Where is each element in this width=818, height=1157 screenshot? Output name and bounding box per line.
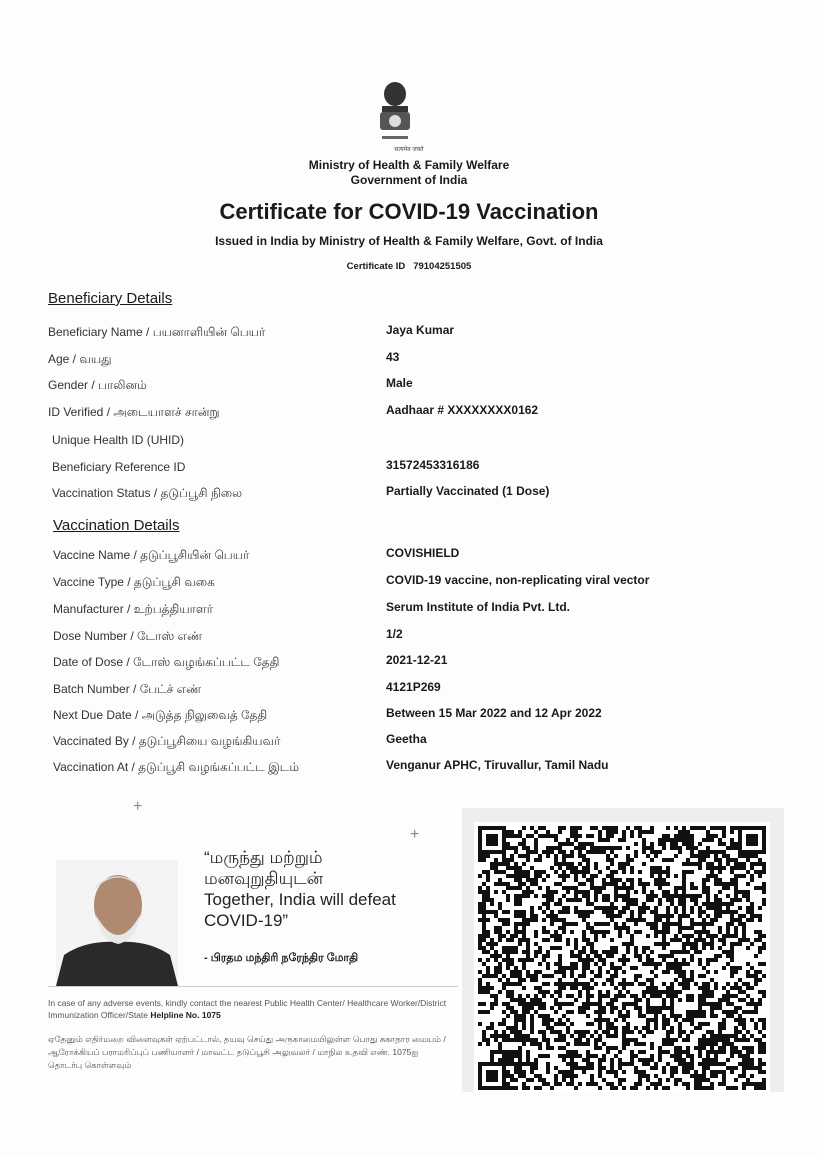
field-label: Vaccination At / தடுப்பூசி வழங்கப்பட்ட இடம் <box>53 760 299 774</box>
adverse-events-english <box>48 997 448 1021</box>
divider <box>48 986 458 987</box>
prime-minister-photo <box>56 860 178 986</box>
field-label: Date of Dose / டோஸ் வழங்கப்பட்ட தேதி <box>53 655 280 669</box>
plus-mark-icon: + <box>410 826 420 843</box>
quote-english-line: COVID-19” <box>204 911 289 930</box>
field-value: 31572453316186 <box>386 458 480 472</box>
field-label: Batch Number / பேட்ச் எண் <box>53 682 202 696</box>
emblem-motto: सत्यमेव जयते <box>394 147 424 153</box>
field-label: Dose Number / டோஸ் எண் <box>53 629 203 643</box>
certificate-id-label: Certificate ID <box>346 261 406 272</box>
field-label: Beneficiary Name / பயனாளியின் பெயர் <box>48 325 266 339</box>
field-label: Vaccinated By / தடுப்பூசியை வழங்கியவர் <box>53 734 281 748</box>
certificate-id-value: 79104251505 <box>413 261 472 272</box>
quote-attribution: - பிரதம மந்திரி நரேந்திர மோதி <box>204 952 359 964</box>
field-value: Partially Vaccinated (1 Dose) <box>386 484 550 498</box>
field-label: Vaccine Name / தடுப்பூசியின் பெயர் <box>53 548 250 562</box>
field-value: COVID-19 vaccine, non-replicating viral vector <box>386 573 650 587</box>
field-label: Vaccine Type / தடுப்பூசி வகை <box>53 575 215 589</box>
qr-code <box>462 808 784 1092</box>
field-label: Vaccination Status / தடுப்பூசி நிலை <box>52 486 243 500</box>
field-label: Beneficiary Reference ID <box>52 460 186 474</box>
helpline: Helpline No. 1075 <box>150 1010 221 1020</box>
qr-finder-pattern <box>486 1070 498 1082</box>
quote-tamil-line: மனவுறுதியுடன் <box>204 869 324 888</box>
field-value: 1/2 <box>386 627 403 641</box>
quote-english-line: Together, India will defeat <box>204 890 396 909</box>
ministry-name <box>0 158 818 188</box>
field-label: Gender / பாலினம் <box>48 378 147 392</box>
certificate-id <box>0 261 818 272</box>
government-line: Government of India <box>350 173 468 187</box>
issued-by: Issued in India by Ministry of Health & Family Welfare, Govt. of India <box>215 234 603 248</box>
ministry-line: Ministry of Health & Family Welfare <box>308 158 510 172</box>
field-value: Geetha <box>386 732 427 746</box>
field-label: Next Due Date / அடுத்த நிலுவைத் தேதி <box>53 708 268 722</box>
field-label: Manufacturer / உற்பத்தியாளர் <box>53 602 213 616</box>
field-label: Unique Health ID (UHID) <box>52 433 185 447</box>
page-title: Certificate for COVID-19 Vaccination <box>219 199 599 224</box>
field-value: Male <box>386 376 413 390</box>
adverse-events-tamil: ஏதேனும் எதிர்மறை விளைவுகள் ஏற்பட்டால், தயவு செய்து அருகாமையிலுள்ள பொது சுகாதார மையம் / ஆரோக்கியப் பராமரிப்புப் பணியாளர் / மாவட்ட தடுப்பூசி அலுவலர் / மாநில உதவி எண். 1075ஐ தொடர்பு கொள்ளவும் <box>48 1034 446 1070</box>
field-value: 4121P269 <box>386 680 441 694</box>
field-value: 43 <box>386 350 400 364</box>
field-value: Jaya Kumar <box>386 323 455 337</box>
quote-tamil-line: “மருந்து மற்றும் <box>204 848 323 867</box>
adverse-text: In case of any adverse events, kindly contact the nearest Public Health Center/ Healthcare Worker/District Immunization Officer/State <box>48 998 447 1020</box>
field-label: ID Verified / அடையாளச் சான்று <box>48 405 220 419</box>
field-value: Aadhaar # XXXXXXXX0162 <box>386 403 539 417</box>
field-value: Between 15 Mar 2022 and 12 Apr 2022 <box>386 706 602 720</box>
field-value: Serum Institute of India Pvt. Ltd. <box>386 600 571 614</box>
plus-mark-icon: + <box>133 798 143 815</box>
qr-finder-pattern <box>486 834 498 846</box>
field-value: Venganur APHC, Tiruvallur, Tamil Nadu <box>386 758 609 772</box>
national-emblem-icon <box>372 78 418 144</box>
beneficiary-heading: Beneficiary Details <box>48 290 173 307</box>
pm-quote <box>204 847 396 931</box>
field-value: 2021-12-21 <box>386 653 448 667</box>
field-value: COVISHIELD <box>386 546 460 560</box>
field-label: Age / வயது <box>48 352 112 366</box>
qr-finder-pattern <box>746 834 758 846</box>
vaccination-heading: Vaccination Details <box>53 517 180 534</box>
